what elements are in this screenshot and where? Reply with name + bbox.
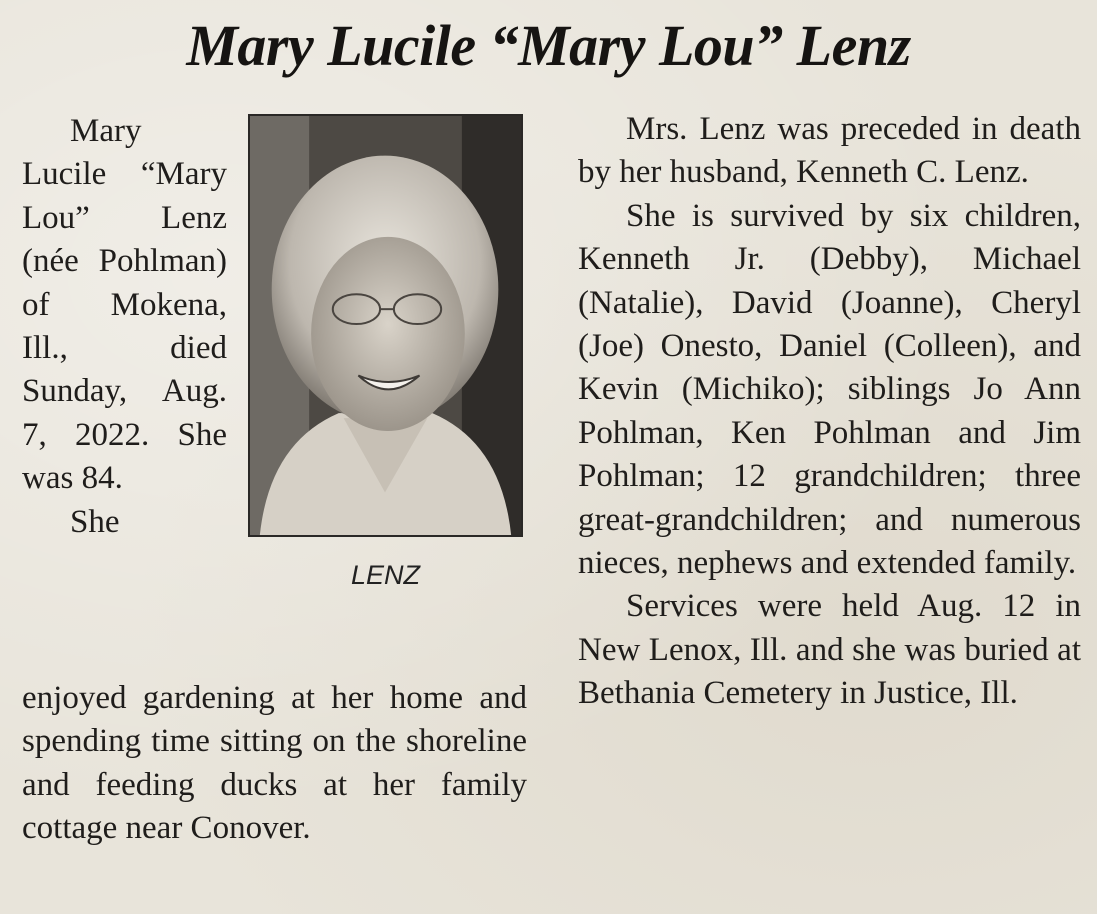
portrait-photo (248, 114, 523, 537)
hobbies-paragraph-rest: enjoyed gardening at her home and spending time sitting on the shoreline and feeding ducks at her family cottage near Conover. (22, 680, 527, 847)
left-column (22, 110, 227, 544)
opening-paragraph: Mary Lucile “Mary Lou” Lenz (née Pohlman) of Mokena, Ill., died Sunday, Aug. 7, 2022. She was 84. (22, 113, 227, 497)
hobbies-paragraph-start: She (70, 503, 120, 540)
services-paragraph: Services were held Aug. 12 in New Lenox, Ill. and she was buried at Bethania Cemetery in Justice, Ill. (578, 588, 1081, 712)
right-column (578, 108, 1081, 716)
photo-caption: LENZ (350, 560, 421, 590)
preceded-paragraph: Mrs. Lenz was preceded in death by her husband, Kenneth C. Lenz. (578, 111, 1081, 191)
survived-paragraph: She is survived by six children, Kenneth Jr. (Debby), Michael (Natalie), David (Joanne), Cheryl (Joe) Onesto, Daniel (Colleen), and Kevin (Michiko); siblings Jo Ann Pohlman, Ken Pohlman and Jim Pohlman; 12 grandchildren; three great-grandchildren; and numerous nieces, nephews and extended family. (578, 197, 1081, 582)
hobbies-continuation (22, 677, 527, 851)
portrait-image (250, 116, 521, 535)
reverse-side-bleed-through (0, 890, 1097, 914)
obituary-headline: Mary Lucile “Mary Lou” Lenz (186, 13, 911, 78)
